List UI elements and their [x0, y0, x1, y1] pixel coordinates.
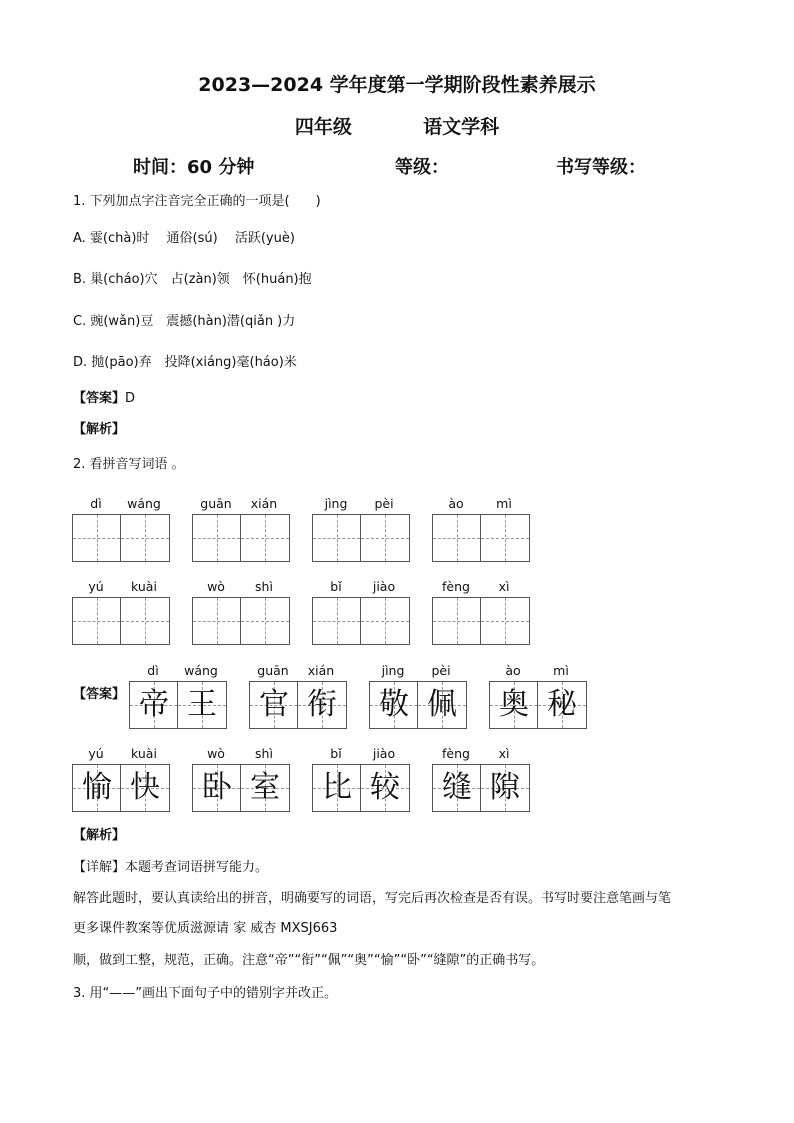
- answer-character: 敬: [379, 687, 409, 722]
- pinyin-label: ào: [505, 663, 521, 678]
- tian-grid-cell: [313, 765, 361, 811]
- tian-grid-cell: [490, 682, 538, 728]
- grid-guide-line: [385, 515, 386, 561]
- grid-guide-line: [145, 598, 146, 644]
- blank-writing-grid[interactable]: [72, 514, 170, 562]
- answer-tag: 【答案】: [73, 391, 126, 406]
- pinyin-label: bǐ: [330, 579, 342, 594]
- tian-grid-cell: [538, 682, 586, 728]
- tian-grid-cell: [178, 682, 226, 728]
- answer-character: 佩: [427, 687, 457, 722]
- q1-answer: [73, 390, 135, 408]
- answer-writing-grid: [129, 681, 227, 729]
- grid-guide-line: [265, 515, 266, 561]
- answer-writing-grid: [489, 681, 587, 729]
- q1-option-c: C. 豌(wǎn)豆 震撼(hàn)潜(qiǎn )力: [73, 314, 296, 329]
- answer-writing-grid: [192, 764, 290, 812]
- page-title: 2023—2024 学年度第一学期阶段性素养展示: [198, 74, 596, 96]
- pinyin-label: xì: [498, 579, 510, 594]
- tian-grid-cell: [121, 515, 169, 561]
- tian-grid-cell: [193, 515, 241, 561]
- pinyin-label: jiào: [372, 746, 396, 761]
- tian-grid-cell: [481, 765, 529, 811]
- answer-writing-grid: [432, 764, 530, 812]
- q2-detail: 【详解】本题考查词语拼写能力。: [73, 860, 269, 875]
- grid-guide-line: [457, 515, 458, 561]
- answer-writing-grid: [72, 764, 170, 812]
- pinyin-label: shì: [255, 746, 273, 761]
- tian-grid-cell: [433, 598, 481, 644]
- tian-grid-cell: [130, 682, 178, 728]
- tian-grid-cell: [241, 598, 289, 644]
- q1-option-b: B. 巢(cháo)穴 占(zàn)领 怀(huán)抱: [73, 272, 312, 287]
- grade-subject-line: [0, 112, 794, 139]
- blank-writing-grid[interactable]: [432, 514, 530, 562]
- pinyin-label: wò: [207, 746, 225, 761]
- tian-grid-cell: [193, 598, 241, 644]
- tian-grid-cell: [250, 682, 298, 728]
- tian-grid-cell: [418, 682, 466, 728]
- tian-grid-cell: [298, 682, 346, 728]
- tian-grid-cell: [361, 515, 409, 561]
- grid-guide-line: [337, 515, 338, 561]
- tian-grid-cell: [433, 765, 481, 811]
- answer-character: 缝: [442, 770, 472, 805]
- answer-writing-grid: [312, 764, 410, 812]
- grid-guide-line: [337, 598, 338, 644]
- tian-grid-cell: [73, 765, 121, 811]
- pinyin-label: yú: [88, 579, 104, 594]
- pinyin-label: jìng: [381, 663, 405, 678]
- q2-ad-line: 更多课件教案等优质滋源请 家 威杏 MXSJ663: [73, 921, 338, 936]
- grade-label: 四年级: [294, 116, 352, 138]
- pinyin-label: xián: [307, 663, 335, 678]
- answer-character: 王: [187, 687, 217, 722]
- grid-guide-line: [217, 515, 218, 561]
- q2-explain-1: 解答此题时，要认真读给出的拼音，明确要写的词语，写完后再次检查是否有误。书写时要注意笔画与笔: [73, 891, 672, 906]
- answer-value: D: [125, 391, 136, 406]
- answer-writing-grid: [369, 681, 467, 729]
- grid-guide-line: [145, 515, 146, 561]
- blank-writing-grid[interactable]: [192, 597, 290, 645]
- tian-grid-cell: [73, 598, 121, 644]
- answer-character: 衔: [307, 687, 337, 722]
- pinyin-label: mì: [553, 663, 569, 678]
- blank-writing-grid[interactable]: [72, 597, 170, 645]
- grid-guide-line: [265, 598, 266, 644]
- grid-guide-line: [505, 598, 506, 644]
- q1-analysis-tag: 【解析】: [73, 422, 126, 437]
- tian-grid-cell: [193, 765, 241, 811]
- answer-character: 帝: [139, 687, 169, 722]
- writing-level-label: 书写等级：: [556, 157, 646, 178]
- q1-option-a: A. 霎(chà)时 通俗(sú) 活跃(yuè): [73, 231, 295, 246]
- blank-writing-grid[interactable]: [432, 597, 530, 645]
- q2-stem: 2. 看拼音写词语 。: [73, 457, 185, 472]
- pinyin-label: guān: [200, 496, 232, 511]
- grid-guide-line: [217, 598, 218, 644]
- pinyin-label: fèng: [442, 746, 470, 761]
- answer-character: 愉: [82, 770, 112, 805]
- tian-grid-cell: [481, 598, 529, 644]
- pinyin-label: wáng: [127, 496, 161, 511]
- answer-character: 奥: [499, 687, 529, 722]
- grid-guide-line: [505, 515, 506, 561]
- pinyin-label: bǐ: [330, 746, 342, 761]
- blank-writing-grid[interactable]: [312, 597, 410, 645]
- time-label: 时间：60 分钟: [133, 157, 255, 178]
- q1-option-d: D. 抛(pāo)弃 投降(xiáng)毫(háo)米: [73, 355, 297, 370]
- q2-answer-tag: 【答案】: [73, 687, 126, 702]
- pinyin-label: kuài: [131, 579, 157, 594]
- tian-grid-cell: [361, 598, 409, 644]
- tian-grid-cell: [121, 765, 169, 811]
- answer-character: 卧: [202, 770, 232, 805]
- answer-character: 隙: [490, 770, 520, 805]
- tian-grid-cell: [241, 765, 289, 811]
- tian-grid-cell: [241, 515, 289, 561]
- answer-character: 比: [322, 770, 352, 805]
- q2-explain-2: 顺，做到工整，规范，正确。注意“帝”“衔”“佩”“奥”“愉”“卧”“缝隙”的正确书写。: [73, 953, 545, 968]
- pinyin-label: mì: [496, 496, 512, 511]
- grid-guide-line: [385, 598, 386, 644]
- pinyin-label: jìng: [324, 496, 348, 511]
- grid-guide-line: [457, 598, 458, 644]
- level-label: 等级：: [395, 157, 449, 178]
- pinyin-label: pèi: [431, 663, 451, 678]
- answer-character: 官: [259, 687, 289, 722]
- pinyin-label: wò: [207, 579, 225, 594]
- tian-grid-cell: [433, 515, 481, 561]
- pinyin-label: fèng: [442, 579, 470, 594]
- tian-grid-cell: [370, 682, 418, 728]
- pinyin-label: pèi: [374, 496, 394, 511]
- tian-grid-cell: [313, 515, 361, 561]
- blank-writing-grid[interactable]: [312, 514, 410, 562]
- pinyin-label: dì: [90, 496, 102, 511]
- pinyin-label: yú: [88, 746, 104, 761]
- pinyin-label: xián: [250, 496, 278, 511]
- subject-label: 语文学科: [423, 116, 500, 138]
- q1-stem: 1. 下列加点字注音完全正确的一项是( ): [73, 194, 321, 209]
- pinyin-label: shì: [255, 579, 273, 594]
- pinyin-label: dì: [147, 663, 159, 678]
- pinyin-label: xì: [498, 746, 510, 761]
- answer-character: 较: [370, 770, 400, 805]
- tian-grid-cell: [361, 765, 409, 811]
- answer-character: 秘: [547, 687, 577, 722]
- pinyin-label: guān: [257, 663, 289, 678]
- tian-grid-cell: [481, 515, 529, 561]
- grid-guide-line: [97, 598, 98, 644]
- tian-grid-cell: [313, 598, 361, 644]
- grid-guide-line: [97, 515, 98, 561]
- answer-character: 室: [250, 770, 280, 805]
- pinyin-label: wáng: [184, 663, 218, 678]
- q2-analysis-tag: 【解析】: [73, 828, 126, 843]
- tian-grid-cell: [73, 515, 121, 561]
- pinyin-label: jiào: [372, 579, 396, 594]
- answer-character: 快: [130, 770, 160, 805]
- tian-grid-cell: [121, 598, 169, 644]
- q3-stem: 3. 用“——”画出下面句子中的错别字并改正。: [73, 986, 338, 1001]
- pinyin-label: ào: [448, 496, 464, 511]
- answer-writing-grid: [249, 681, 347, 729]
- pinyin-label: kuài: [131, 746, 157, 761]
- blank-writing-grid[interactable]: [192, 514, 290, 562]
